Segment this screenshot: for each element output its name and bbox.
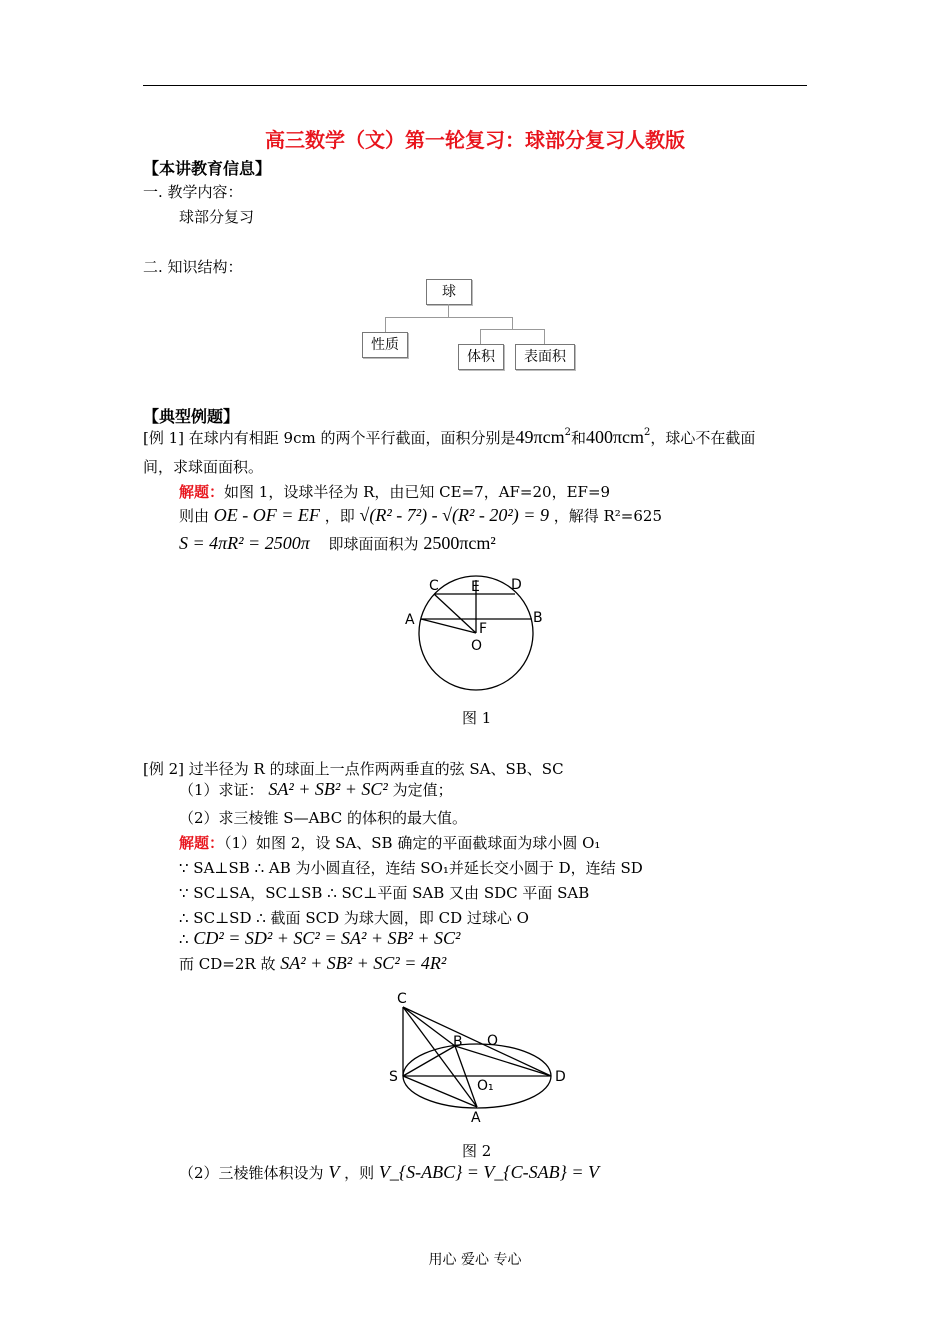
knowledge-structure-label: 二. 知识结构： bbox=[143, 258, 243, 276]
ex1-and: 和 bbox=[570, 429, 586, 447]
edge-bd bbox=[455, 1046, 551, 1076]
ex2-s7-v: V bbox=[328, 1162, 340, 1182]
tree-node-volume: 体积 bbox=[458, 344, 504, 370]
ex1-eq3: S = 4πR² = 2500π bbox=[179, 533, 310, 553]
teaching-content: 球部分复习 bbox=[179, 208, 255, 226]
ex2-s4: ∴ SC⊥SD ∴ 截面 SCD 为球大圆，即 CD 过球心 O bbox=[179, 909, 529, 927]
ex1-solution-line3 bbox=[179, 533, 496, 554]
tree-connector bbox=[385, 317, 386, 332]
section-examples-heading: 【典型例题】 bbox=[143, 407, 240, 426]
ex2-s5-pre: ∴ bbox=[179, 930, 189, 948]
tree-connector bbox=[448, 304, 449, 317]
ex2-s5 bbox=[179, 928, 460, 949]
solution-label: 解题： bbox=[179, 483, 225, 501]
header-rule bbox=[143, 85, 807, 86]
label-o: O bbox=[487, 1033, 499, 1049]
label-e: E bbox=[471, 579, 480, 595]
label-c: C bbox=[397, 991, 407, 1007]
ex2-solution-line1 bbox=[179, 832, 600, 853]
edge-cd bbox=[403, 1007, 551, 1076]
ex2-s7-pre: （2）三棱锥体积设为 bbox=[179, 1164, 324, 1182]
label-a: A bbox=[405, 612, 415, 628]
ex2-q1-pre: （1）求证： bbox=[179, 781, 264, 799]
ex2-s3: ∵ SC⊥SA，SC⊥SB ∴ SC⊥平面 SAB 又由 SDC 平面 SAB bbox=[179, 884, 590, 902]
label-f: F bbox=[479, 621, 488, 637]
ex1-line1 bbox=[143, 427, 755, 448]
label-b: B bbox=[533, 610, 543, 626]
figure-1-caption: 图 1 bbox=[462, 709, 492, 727]
ex2-s6-eq: SA² + SB² + SC² = 4R² bbox=[280, 953, 447, 973]
ex1-sup: 2 bbox=[564, 427, 571, 438]
ex1-eq2: √(R² - 7²) - √(R² - 20²) = 9 bbox=[359, 505, 549, 525]
tree-node-property: 性质 bbox=[362, 332, 408, 358]
solution-label: 解题： bbox=[179, 834, 225, 852]
ex1-text-b: ，球心不在截面 bbox=[650, 429, 756, 447]
tree-connector bbox=[480, 329, 481, 344]
figure-2-diagram bbox=[385, 988, 575, 1128]
ex2-line1: [例 2] 过半径为 R 的球面上一点作两两垂直的弦 SA、SB、SC bbox=[143, 760, 564, 778]
ex1-sol2-pre: 则由 bbox=[179, 507, 210, 525]
ex2-q1-post: 为定值； bbox=[392, 781, 453, 799]
ex1-sup: 2 bbox=[644, 427, 651, 438]
label-o: O bbox=[471, 638, 483, 654]
ex2-q1 bbox=[179, 779, 453, 800]
ex1-sol2-post: ，解得 R²=625 bbox=[553, 507, 663, 525]
label-a: A bbox=[471, 1110, 481, 1126]
ex2-s1: （1）如图 2，设 SA、SB 确定的平面截球面为球小圆 O₁ bbox=[224, 834, 601, 852]
teaching-content-label: 一. 教学内容： bbox=[143, 183, 243, 201]
ex2-s6-pre: 而 CD=2R 故 bbox=[179, 955, 276, 973]
ex1-sol2-mid: ，即 bbox=[324, 507, 355, 525]
label-s: S bbox=[389, 1069, 398, 1085]
label-b: B bbox=[453, 1034, 463, 1050]
edge-cb bbox=[403, 1007, 455, 1046]
ex2-s7-eq: V_{S-ABC} = V_{C-SAB} = V bbox=[378, 1162, 599, 1182]
tree-connector bbox=[480, 329, 545, 330]
label-c: C bbox=[429, 578, 439, 594]
ex2-s5-eq: CD² = SD² + SC² = SA² + SB² + SC² bbox=[193, 928, 461, 948]
tree-connector bbox=[385, 317, 513, 318]
ex2-s7-mid: ，则 bbox=[344, 1164, 375, 1182]
ex1-area1: 49πcm bbox=[515, 427, 565, 447]
ex2-s6 bbox=[179, 953, 446, 974]
label-o1: O₁ bbox=[477, 1078, 494, 1094]
page-title: 高三数学（文）第一轮复习：球部分复习人教版 bbox=[265, 128, 685, 152]
ex1-eq4: 2500πcm² bbox=[423, 533, 496, 553]
tree-node-root: 球 bbox=[426, 279, 472, 305]
ex2-s2: ∵ SA⊥SB ∴ AB 为小圆直径，连结 SO₁并延长交小圆于 D，连结 SD bbox=[179, 859, 643, 877]
section-info-heading: 【本讲教育信息】 bbox=[143, 159, 272, 178]
ex1-sol3-text: 即球面面积为 bbox=[328, 535, 419, 553]
label-d: D bbox=[511, 577, 522, 593]
ex2-q2: （2）求三棱锥 S—ABC 的体积的最大值。 bbox=[179, 809, 467, 827]
ex1-eq1: OE - OF = EF bbox=[213, 505, 320, 525]
tree-connector bbox=[512, 317, 513, 329]
page-footer: 用心 爱心 专心 bbox=[428, 1252, 522, 1268]
ex1-solution-line1 bbox=[179, 481, 610, 502]
tree-node-surface-area: 表面积 bbox=[515, 344, 575, 370]
ex1-sol1: 如图 1，设球半径为 R，由已知 CE=7，AF=20，EF=9 bbox=[224, 483, 611, 501]
tree-connector bbox=[544, 329, 545, 344]
ex1-solution-line2 bbox=[179, 505, 662, 526]
figure-1-diagram bbox=[398, 570, 558, 695]
ex1-area2: 400πcm bbox=[585, 427, 645, 447]
label-d: D bbox=[555, 1069, 566, 1085]
ex2-q1-eq: SA² + SB² + SC² bbox=[268, 779, 388, 799]
ex1-text-a: [例 1] 在球内有相距 9cm 的两个平行截面，面积分别是 bbox=[143, 429, 516, 447]
ex1-line2: 间，求球面面积。 bbox=[143, 458, 264, 476]
ex2-s7 bbox=[179, 1162, 599, 1183]
figure-2-caption: 图 2 bbox=[462, 1142, 492, 1160]
